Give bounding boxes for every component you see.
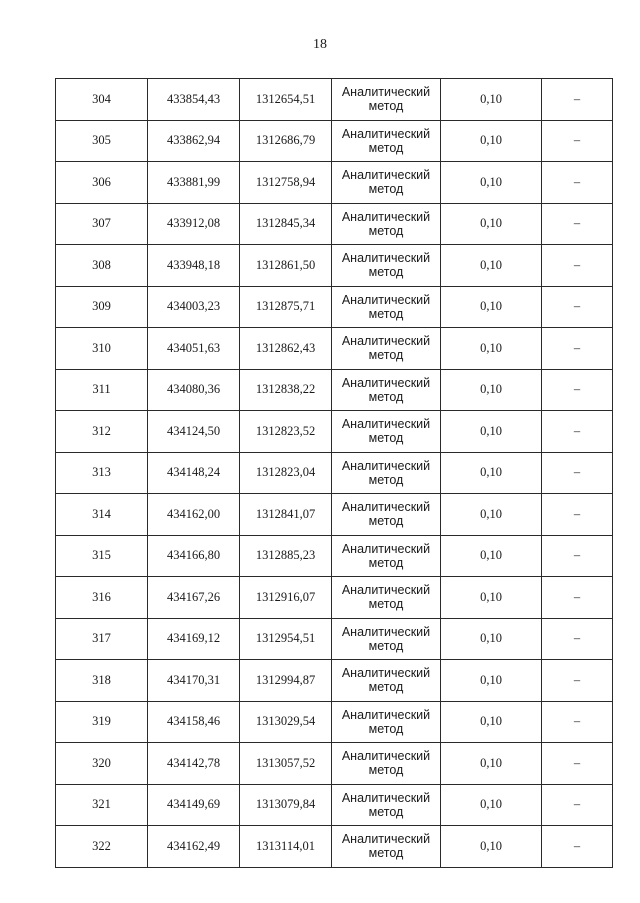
table-row [56, 328, 613, 370]
description-cell: – [542, 162, 613, 204]
point-number-cell: 317 [56, 618, 148, 660]
coord-y-cell: 1313029,54 [240, 701, 332, 743]
description-cell: – [542, 660, 613, 702]
table-row [56, 535, 613, 577]
point-number-cell: 308 [56, 245, 148, 287]
point-number-cell: 319 [56, 701, 148, 743]
page-number: 18 [313, 37, 327, 52]
coord-y-cell: 1312654,51 [240, 79, 332, 121]
coord-y-cell: 1312823,04 [240, 452, 332, 494]
method-line-1: Аналитический [341, 832, 431, 847]
method-cell [332, 245, 441, 287]
point-number-cell: 304 [56, 79, 148, 121]
error-cell: 0,10 [441, 577, 542, 619]
description-cell: – [542, 618, 613, 660]
method-line-1: Аналитический [341, 583, 431, 598]
method-cell [332, 79, 441, 121]
method-line-1: Аналитический [341, 749, 431, 764]
coord-y-cell: 1312885,23 [240, 535, 332, 577]
error-cell: 0,10 [441, 203, 542, 245]
description-cell: – [542, 494, 613, 536]
point-number-cell: 320 [56, 743, 148, 785]
point-number-cell: 311 [56, 369, 148, 411]
table-row [56, 660, 613, 702]
method-line-2: метод [368, 763, 404, 778]
point-number-cell: 315 [56, 535, 148, 577]
method-line-2: метод [368, 265, 404, 280]
error-cell: 0,10 [441, 369, 542, 411]
coord-x-cell: 434051,63 [148, 328, 240, 370]
table-row [56, 577, 613, 619]
description-cell: – [542, 701, 613, 743]
method-line-2: метод [368, 140, 404, 155]
description-cell: – [542, 286, 613, 328]
method-line-2: метод [368, 99, 404, 114]
table-row [56, 120, 613, 162]
coord-x-cell: 433948,18 [148, 245, 240, 287]
description-cell: – [542, 120, 613, 162]
point-number-cell: 322 [56, 826, 148, 868]
error-cell: 0,10 [441, 743, 542, 785]
error-cell: 0,10 [441, 618, 542, 660]
method-line-2: метод [368, 472, 404, 487]
coord-y-cell: 1313057,52 [240, 743, 332, 785]
error-cell: 0,10 [441, 784, 542, 826]
description-cell: – [542, 369, 613, 411]
method-line-1: Аналитический [341, 790, 431, 805]
method-line-2: метод [368, 638, 404, 653]
description-cell: – [542, 784, 613, 826]
table-row [56, 203, 613, 245]
error-cell: 0,10 [441, 286, 542, 328]
coord-y-cell: 1312875,71 [240, 286, 332, 328]
coord-y-cell: 1312758,94 [240, 162, 332, 204]
description-cell: – [542, 577, 613, 619]
description-cell: – [542, 245, 613, 287]
coord-x-cell: 434166,80 [148, 535, 240, 577]
coord-x-cell: 434142,78 [148, 743, 240, 785]
method-line-1: Аналитический [341, 707, 431, 722]
coord-x-cell: 433862,94 [148, 120, 240, 162]
method-cell [332, 328, 441, 370]
method-line-2: метод [368, 804, 404, 819]
method-cell [332, 660, 441, 702]
method-line-2: метод [368, 514, 404, 529]
error-cell: 0,10 [441, 328, 542, 370]
point-number-cell: 316 [56, 577, 148, 619]
method-line-2: метод [368, 389, 404, 404]
point-number-cell: 306 [56, 162, 148, 204]
error-cell: 0,10 [441, 535, 542, 577]
error-cell: 0,10 [441, 701, 542, 743]
description-cell: – [542, 328, 613, 370]
error-cell: 0,10 [441, 245, 542, 287]
coord-y-cell: 1312994,87 [240, 660, 332, 702]
coord-y-cell: 1312686,79 [240, 120, 332, 162]
method-line-1: Аналитический [341, 85, 431, 100]
description-cell: – [542, 743, 613, 785]
method-line-1: Аналитический [341, 251, 431, 266]
description-cell: – [542, 203, 613, 245]
coord-x-cell: 434149,69 [148, 784, 240, 826]
method-line-1: Аналитический [341, 417, 431, 432]
error-cell: 0,10 [441, 79, 542, 121]
coord-y-cell: 1312823,52 [240, 411, 332, 453]
method-line-1: Аналитический [341, 168, 431, 183]
point-number-cell: 321 [56, 784, 148, 826]
method-line-2: метод [368, 597, 404, 612]
point-number-cell: 309 [56, 286, 148, 328]
table-row [56, 494, 613, 536]
method-line-2: метод [368, 555, 404, 570]
coord-y-cell: 1312841,07 [240, 494, 332, 536]
method-cell [332, 162, 441, 204]
point-number-cell: 314 [56, 494, 148, 536]
error-cell: 0,10 [441, 494, 542, 536]
method-line-2: метод [368, 182, 404, 197]
table-row [56, 826, 613, 868]
method-line-1: Аналитический [341, 334, 431, 349]
table-row [56, 369, 613, 411]
method-cell [332, 452, 441, 494]
error-cell: 0,10 [441, 452, 542, 494]
method-cell [332, 120, 441, 162]
point-number-cell: 307 [56, 203, 148, 245]
method-cell [332, 203, 441, 245]
error-cell: 0,10 [441, 826, 542, 868]
method-line-2: метод [368, 680, 404, 695]
method-cell [332, 369, 441, 411]
error-cell: 0,10 [441, 162, 542, 204]
coord-x-cell: 433854,43 [148, 79, 240, 121]
method-line-1: Аналитический [341, 541, 431, 556]
coord-x-cell: 434162,00 [148, 494, 240, 536]
point-number-cell: 318 [56, 660, 148, 702]
coord-x-cell: 433912,08 [148, 203, 240, 245]
error-cell: 0,10 [441, 411, 542, 453]
point-number-cell: 312 [56, 411, 148, 453]
error-cell: 0,10 [441, 660, 542, 702]
coord-y-cell: 1312838,22 [240, 369, 332, 411]
table-row [56, 452, 613, 494]
coord-x-cell: 434169,12 [148, 618, 240, 660]
table-row [56, 286, 613, 328]
point-number-cell: 310 [56, 328, 148, 370]
method-line-1: Аналитический [341, 126, 431, 141]
point-number-cell: 313 [56, 452, 148, 494]
point-number-cell: 305 [56, 120, 148, 162]
coord-x-cell: 434080,36 [148, 369, 240, 411]
coord-x-cell: 434003,23 [148, 286, 240, 328]
description-cell: – [542, 79, 613, 121]
method-line-2: метод [368, 223, 404, 238]
table-row [56, 618, 613, 660]
table-row [56, 79, 613, 121]
table-body [56, 79, 613, 868]
table-row [56, 411, 613, 453]
coord-x-cell: 434148,24 [148, 452, 240, 494]
method-cell [332, 784, 441, 826]
method-line-1: Аналитический [341, 375, 431, 390]
method-cell [332, 494, 441, 536]
table-row [56, 245, 613, 287]
coord-y-cell: 1312845,34 [240, 203, 332, 245]
coord-x-cell: 434158,46 [148, 701, 240, 743]
coord-y-cell: 1312861,50 [240, 245, 332, 287]
method-line-1: Аналитический [341, 209, 431, 224]
method-line-2: метод [368, 431, 404, 446]
method-line-1: Аналитический [341, 624, 431, 639]
table-row [56, 743, 613, 785]
coord-y-cell: 1313114,01 [240, 826, 332, 868]
coord-x-cell: 433881,99 [148, 162, 240, 204]
method-line-2: метод [368, 306, 404, 321]
method-line-1: Аналитический [341, 458, 431, 473]
method-cell [332, 577, 441, 619]
description-cell: – [542, 826, 613, 868]
description-cell: – [542, 535, 613, 577]
method-cell [332, 743, 441, 785]
table-row [56, 784, 613, 826]
method-line-1: Аналитический [341, 666, 431, 681]
description-cell: – [542, 411, 613, 453]
coord-y-cell: 1312916,07 [240, 577, 332, 619]
method-line-2: метод [368, 348, 404, 363]
table-row [56, 701, 613, 743]
method-cell [332, 535, 441, 577]
method-line-2: метод [368, 721, 404, 736]
method-line-1: Аналитический [341, 292, 431, 307]
description-cell: – [542, 452, 613, 494]
method-cell [332, 411, 441, 453]
method-cell [332, 701, 441, 743]
coord-y-cell: 1312862,43 [240, 328, 332, 370]
method-cell [332, 618, 441, 660]
coord-x-cell: 434124,50 [148, 411, 240, 453]
coord-x-cell: 434170,31 [148, 660, 240, 702]
error-cell: 0,10 [441, 120, 542, 162]
coord-x-cell: 434162,49 [148, 826, 240, 868]
method-cell [332, 286, 441, 328]
coordinates-table [55, 78, 613, 868]
coord-x-cell: 434167,26 [148, 577, 240, 619]
coord-y-cell: 1313079,84 [240, 784, 332, 826]
coord-y-cell: 1312954,51 [240, 618, 332, 660]
method-line-2: метод [368, 846, 404, 861]
method-cell [332, 826, 441, 868]
table-row [56, 162, 613, 204]
method-line-1: Аналитический [341, 500, 431, 515]
